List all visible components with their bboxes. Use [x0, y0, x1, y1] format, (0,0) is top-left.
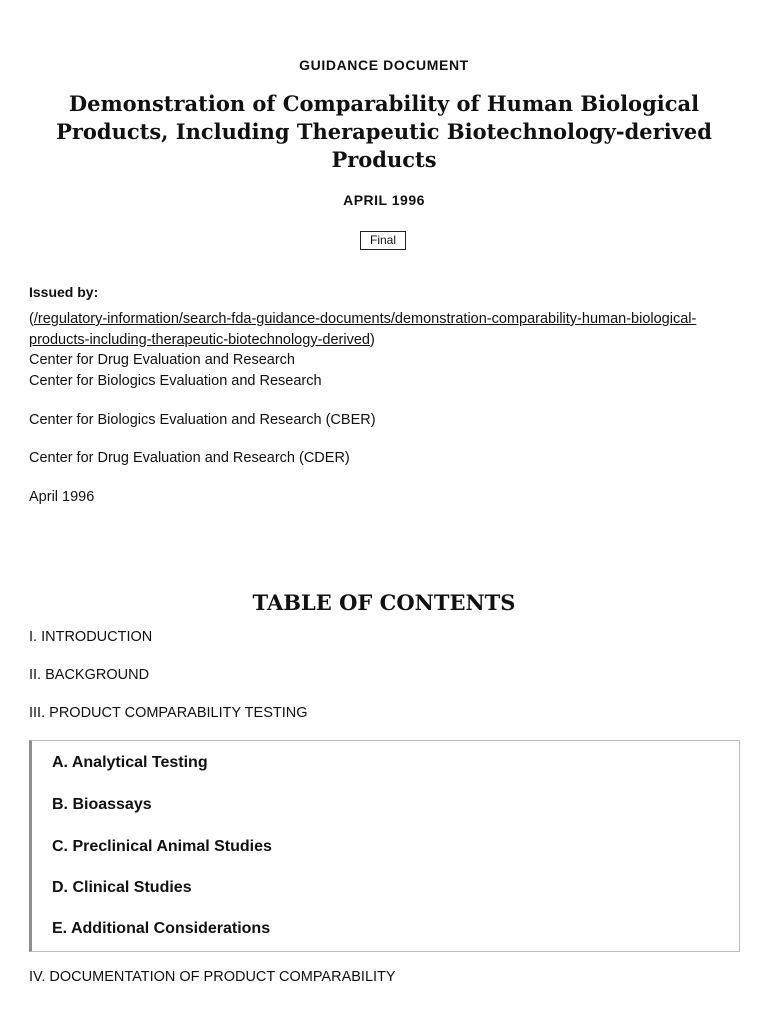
open-paren: (	[29, 311, 34, 327]
issuing-center-cber: Center for Biologics Evaluation and Research	[29, 372, 322, 389]
toc-subitem-analytical-testing[interactable]: A. Analytical Testing	[52, 754, 208, 771]
center-cder-line: Center for Drug Evaluation and Research (CDER)	[29, 450, 350, 466]
issued-by-link-line	[29, 309, 729, 350]
toc-title: TABLE OF CONTENTS	[252, 590, 516, 615]
document-title: Demonstration of Comparability of Human Biological Products, Including Therapeutic Biotechnology-derived Products	[56, 91, 712, 172]
issued-by-block	[29, 309, 729, 391]
issuing-center-cder: Center for Drug Evaluation and Research	[29, 352, 295, 368]
toc-subsection-panel	[29, 740, 740, 952]
toc-item-product-comparability-testing[interactable]: III. PRODUCT COMPARABILITY TESTING	[29, 705, 308, 721]
issue-date-heading: APRIL 1996	[343, 192, 425, 208]
toc-subitem-bioassays[interactable]: B. Bioassays	[52, 796, 152, 813]
issue-date-line: April 1996	[29, 489, 95, 505]
close-paren: )	[369, 331, 375, 348]
document-type-label: GUIDANCE DOCUMENT	[299, 57, 469, 73]
toc-subitem-additional-considerations[interactable]: E. Additional Considerations	[52, 920, 271, 937]
toc-subitem-preclinical-animal-studies[interactable]: C. Preclinical Animal Studies	[52, 838, 272, 855]
center-cber-line: Center for Biologics Evaluation and Research (CBER)	[29, 412, 376, 428]
toc-subitem-clinical-studies[interactable]: D. Clinical Studies	[52, 879, 192, 896]
toc-item-background[interactable]: II. BACKGROUND	[29, 667, 150, 683]
issued-by-label: Issued by:	[29, 284, 99, 300]
status-badge: Final	[360, 231, 406, 250]
toc-item-documentation-of-product-comparability[interactable]: IV. DOCUMENTATION OF PRODUCT COMPARABILITY	[29, 969, 396, 985]
toc-item-introduction[interactable]: I. INTRODUCTION	[29, 629, 153, 645]
document-permalink[interactable]: /regulatory-information/search-fda-guidance-documents/demonstration-comparability-human-biological-products-including-therapeutic-biotechnology-derived	[29, 311, 697, 348]
